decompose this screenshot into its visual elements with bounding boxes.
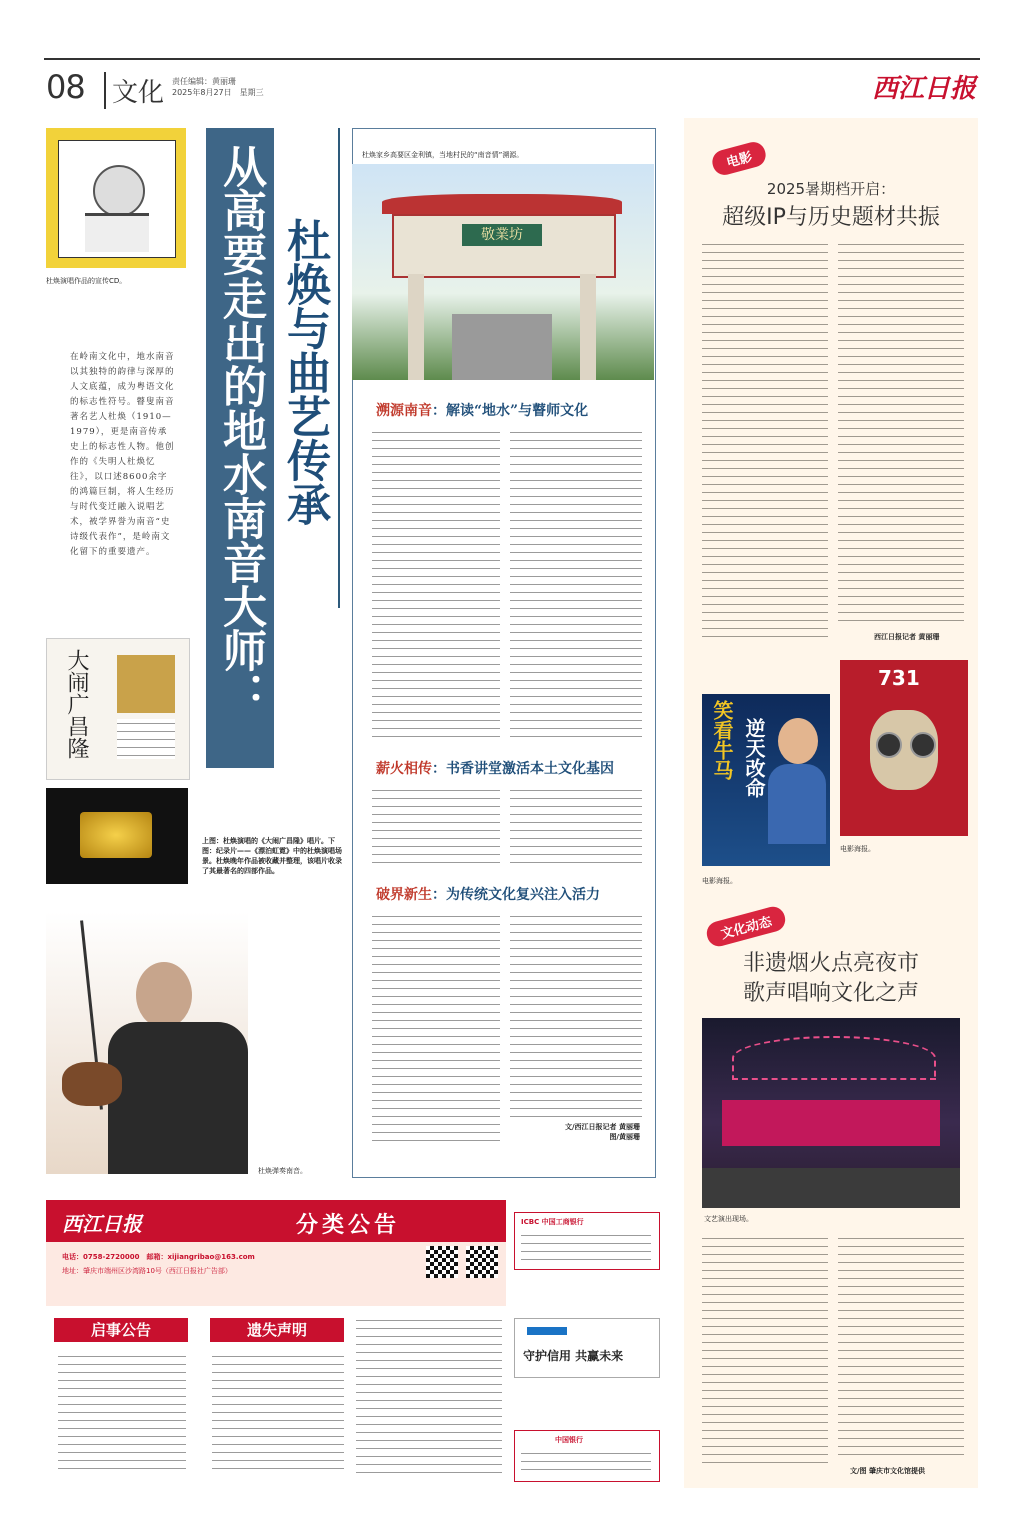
poster2-text: 731 [878,666,920,690]
culture-title-2: 歌声唱响文化之声 [742,981,919,1006]
feature-byline [540,1122,640,1142]
title-banner-main [206,128,274,768]
arch-sign: 敬業坊 [462,224,542,246]
body-text-col [372,428,500,744]
subheading-1 [376,400,588,420]
bank1-logo: ICBC 中国工商银行 [521,1218,584,1226]
ads-contact [46,1242,506,1306]
title-banner-sub [274,128,340,608]
top-rule [44,58,980,60]
poster-right [840,660,968,836]
lost-text [356,1316,502,1476]
subheading-2-rest: ：书香讲堂激活本土文化基因 [432,761,614,777]
film-still [46,788,188,884]
bank2-slogan: 守护信用 共赢未来 [523,1349,624,1363]
lost-heading: 遗失声明 [210,1318,344,1342]
subheading-1-key: 溯源南音 [376,403,432,419]
cd-cover [46,128,186,268]
date-line: 2025年8月27日 星期三 [172,88,264,97]
poster1-text1: 笑看牛马 [710,700,734,780]
ads-banner-title: 分类公告 [296,1213,401,1238]
culture-text-col [838,1234,964,1460]
culture-title-1: 非遗烟火点亮夜市 [742,951,919,976]
body-text-col [510,428,642,744]
feature-photo-caption: 杜焕家乡高要区金利镇，当地村民的“南音情”溯源。 [362,151,524,159]
bank3-logo: 中国银行 [555,1436,583,1444]
header-meta [172,76,264,98]
film-byline: 西江日报记者 黄丽珊 [874,633,940,641]
qr-code-icon [426,1246,458,1278]
portrait-caption: 杜焕弹奏南音。 [258,1167,307,1175]
film-tag: 电影 [710,139,769,177]
bank-ad-2 [514,1318,660,1378]
arch-photo [352,164,654,380]
bank-ad-icbc [514,1212,660,1270]
feature-title-sub: 杜焕与曲艺传承 [279,218,330,526]
subheading-3 [376,884,600,904]
body-text-col [372,786,500,868]
byline-photo: 图/黄丽珊 [609,1133,640,1141]
byline-writer: 文/西江日报记者 黄丽珊 [565,1123,640,1131]
culture-byline: 文/图 肇庆市文化馆提供 [850,1467,925,1475]
notice-text [58,1352,186,1476]
film-text-col [702,240,828,642]
film-title-2: 超级IP与历史题材共振 [722,205,940,230]
intro-text: 在岭南文化中，地水南音以其独特的韵律与深厚的人文底蕴，成为粤语文化的标志性符号。瞽叟南音著名艺人杜焕（1910—1979），更是南音传承史上的标志性人物。他创作的《失明人杜焕忆往》，以口述8600余字的鸿篇巨制，将人生经历与时代变迁融入说唱艺术，被学界誉为南音“史诗级代表作”，是岭南文化留下的重要遗产。 [70,352,175,557]
ads-brand: 西江日报 [62,1212,142,1236]
subheading-2 [376,758,614,778]
poster-right-caption: 电影海报。 [840,845,875,853]
album-cover [46,638,190,780]
film-title-1: 2025暑期档开启： [766,180,896,198]
portrait-photo [46,912,248,1174]
body-text-col [510,912,642,1118]
album-title: 大闹广昌隆 [64,649,89,759]
lost-text [212,1352,344,1476]
body-text-col [372,912,500,1144]
ads-banner [46,1200,506,1242]
poster-left-caption: 电影海报。 [702,877,737,885]
cd-caption: 杜焕演唱作品的宣传CD。 [46,277,127,285]
stage-photo [702,1018,960,1208]
feature-title-main: 从高要走出的地水南音大师： [215,144,266,716]
subheading-3-key: 破界新生 [376,887,432,903]
bank-ad-3 [514,1430,660,1482]
culture-text-col [702,1234,828,1470]
ads-phone: 电话：0758-2720000 邮箱：xijiangribao@163.com [62,1253,255,1261]
body-text-col [510,786,642,868]
ads-address: 地址：肇庆市端州区沙湾路10号（西江日报社广告部） [62,1267,232,1275]
subheading-3-rest: ：为传统文化复兴注入活力 [432,887,600,903]
subheading-2-key: 薪火相传 [376,761,432,777]
section-name: 文化 [104,72,164,109]
poster1-text2: 逆天改命 [742,718,766,798]
qr-code-icon [466,1246,498,1278]
editor-line: 责任编辑：黄丽珊 [172,77,236,86]
film-text-col [838,240,964,626]
page-number: 08 [46,68,85,106]
subheading-1-rest: ：解读“地水”与瞽师文化 [432,403,589,419]
newspaper-logo: 西江日报 [871,74,976,104]
stage-caption: 文艺演出现场。 [704,1215,753,1223]
notice-heading: 启事公告 [54,1318,188,1342]
culture-tag: 文化动态 [704,904,788,949]
photos-caption: 上图：杜焕演唱的《大闹广昌隆》唱片。下图：纪录片——《漂泊虹霓》中的杜焕演唱场景。杜焕晚年作品被收藏并整理，该唱片收录了其最著名的四部作品。 [202,837,342,875]
poster-left [702,694,830,866]
